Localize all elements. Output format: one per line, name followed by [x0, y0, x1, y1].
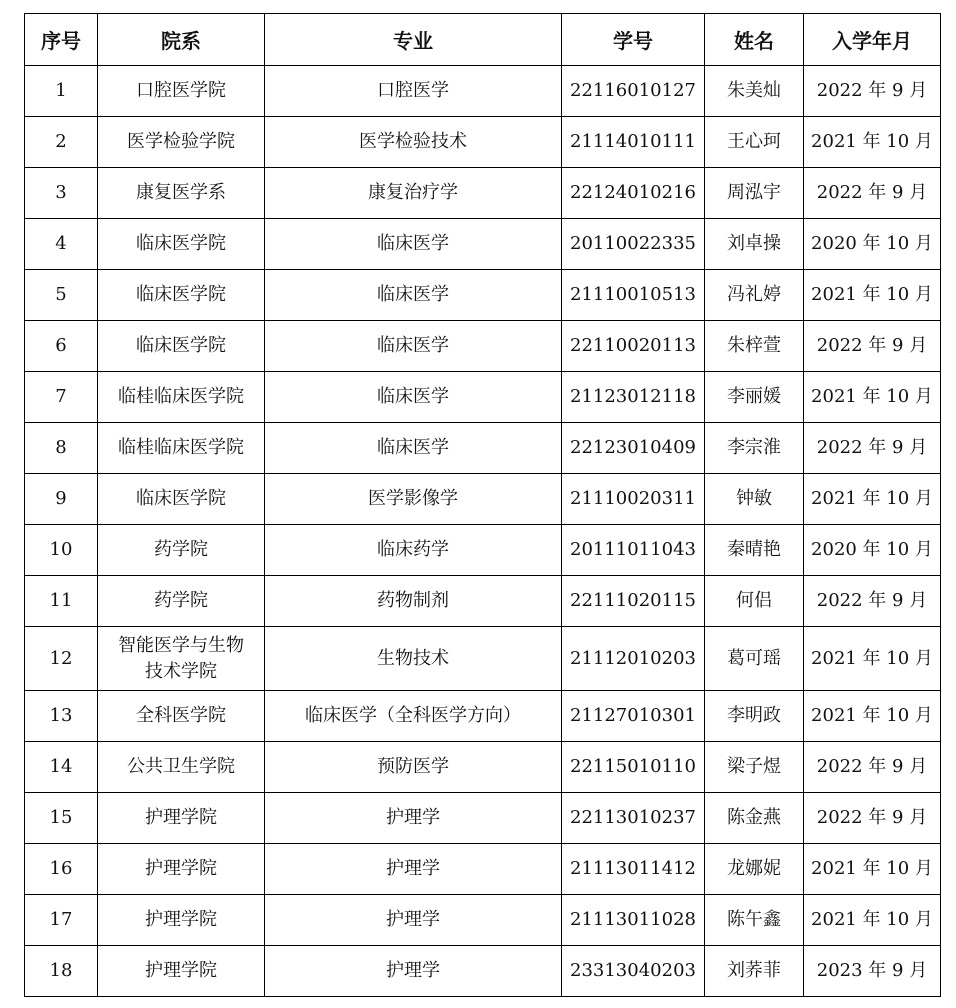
cell-enrollment-date: 2021 年 10 月	[804, 270, 941, 321]
cell-name: 朱美灿	[705, 66, 804, 117]
cell-index: 7	[25, 372, 98, 423]
cell-student-id: 20110022335	[562, 219, 705, 270]
table-row	[25, 844, 941, 895]
cell-name: 王心珂	[705, 117, 804, 168]
cell-student-id: 21113011412	[562, 844, 705, 895]
cell-index: 3	[25, 168, 98, 219]
cell-name: 李丽媛	[705, 372, 804, 423]
cell-index: 10	[25, 525, 98, 576]
cell-name: 陈金燕	[705, 793, 804, 844]
table-row	[25, 168, 941, 219]
cell-major: 临床医学	[265, 219, 562, 270]
cell-major: 口腔医学	[265, 66, 562, 117]
cell-index: 11	[25, 576, 98, 627]
cell-index: 17	[25, 895, 98, 946]
cell-major: 临床医学	[265, 270, 562, 321]
cell-enrollment-date: 2023 年 9 月	[804, 946, 941, 997]
table-row	[25, 66, 941, 117]
cell-department: 护理学院	[98, 844, 265, 895]
cell-enrollment-date: 2021 年 10 月	[804, 627, 941, 691]
table-row	[25, 576, 941, 627]
cell-name: 陈午鑫	[705, 895, 804, 946]
cell-name: 冯礼婷	[705, 270, 804, 321]
cell-major: 预防医学	[265, 742, 562, 793]
cell-index: 12	[25, 627, 98, 691]
department-line-1: 智能医学与生物	[118, 634, 244, 656]
cell-department: 康复医学系	[98, 168, 265, 219]
cell-major: 临床医学（全科医学方向）	[265, 691, 562, 742]
table-row	[25, 270, 941, 321]
header-enrollment-date: 入学年月	[804, 14, 941, 66]
cell-index: 4	[25, 219, 98, 270]
table-row	[25, 423, 941, 474]
cell-student-id: 21110020311	[562, 474, 705, 525]
header-major: 专业	[265, 14, 562, 66]
cell-enrollment-date: 2021 年 10 月	[804, 895, 941, 946]
cell-index: 2	[25, 117, 98, 168]
cell-student-id: 22124010216	[562, 168, 705, 219]
table-row	[25, 117, 941, 168]
cell-major: 护理学	[265, 844, 562, 895]
cell-index: 16	[25, 844, 98, 895]
cell-index: 18	[25, 946, 98, 997]
table-row	[25, 525, 941, 576]
header-student-id: 学号	[562, 14, 705, 66]
cell-name: 钟敏	[705, 474, 804, 525]
header-name: 姓名	[705, 14, 804, 66]
cell-enrollment-date: 2022 年 9 月	[804, 168, 941, 219]
cell-student-id: 23313040203	[562, 946, 705, 997]
cell-enrollment-date: 2021 年 10 月	[804, 844, 941, 895]
cell-department	[98, 627, 265, 691]
cell-department: 临床医学院	[98, 219, 265, 270]
cell-name: 梁子煜	[705, 742, 804, 793]
cell-department: 口腔医学院	[98, 66, 265, 117]
table-row	[25, 627, 941, 691]
table-row	[25, 946, 941, 997]
table-row	[25, 793, 941, 844]
cell-enrollment-date: 2020 年 10 月	[804, 525, 941, 576]
cell-major: 临床药学	[265, 525, 562, 576]
cell-department: 护理学院	[98, 946, 265, 997]
cell-name: 秦晴艳	[705, 525, 804, 576]
cell-major: 生物技术	[265, 627, 562, 691]
cell-major: 临床医学	[265, 321, 562, 372]
cell-enrollment-date: 2022 年 9 月	[804, 742, 941, 793]
cell-department: 临桂临床医学院	[98, 423, 265, 474]
cell-enrollment-date: 2022 年 9 月	[804, 321, 941, 372]
cell-student-id: 22115010110	[562, 742, 705, 793]
cell-department: 临床医学院	[98, 270, 265, 321]
cell-major: 临床医学	[265, 423, 562, 474]
cell-department: 全科医学院	[98, 691, 265, 742]
table-row	[25, 474, 941, 525]
cell-index: 15	[25, 793, 98, 844]
cell-index: 1	[25, 66, 98, 117]
department-line-2: 技术学院	[145, 660, 217, 682]
cell-major: 药物制剂	[265, 576, 562, 627]
cell-major: 护理学	[265, 895, 562, 946]
table-row	[25, 372, 941, 423]
cell-department: 药学院	[98, 525, 265, 576]
cell-student-id: 22123010409	[562, 423, 705, 474]
cell-enrollment-date: 2022 年 9 月	[804, 66, 941, 117]
cell-student-id: 22111020115	[562, 576, 705, 627]
cell-major: 护理学	[265, 946, 562, 997]
table-row	[25, 691, 941, 742]
cell-name: 何侣	[705, 576, 804, 627]
cell-enrollment-date: 2021 年 10 月	[804, 691, 941, 742]
cell-name: 朱梓萱	[705, 321, 804, 372]
header-department: 院系	[98, 14, 265, 66]
cell-student-id: 21127010301	[562, 691, 705, 742]
cell-student-id: 22113010237	[562, 793, 705, 844]
cell-index: 6	[25, 321, 98, 372]
cell-name: 刘荞菲	[705, 946, 804, 997]
cell-major: 医学检验技术	[265, 117, 562, 168]
table-row	[25, 742, 941, 793]
cell-department: 临桂临床医学院	[98, 372, 265, 423]
table-row	[25, 219, 941, 270]
cell-major: 医学影像学	[265, 474, 562, 525]
cell-name: 李宗淮	[705, 423, 804, 474]
cell-department: 护理学院	[98, 793, 265, 844]
cell-department: 临床医学院	[98, 321, 265, 372]
cell-enrollment-date: 2021 年 10 月	[804, 117, 941, 168]
cell-student-id: 21123012118	[562, 372, 705, 423]
cell-department: 医学检验学院	[98, 117, 265, 168]
cell-name: 龙娜妮	[705, 844, 804, 895]
cell-name: 李明政	[705, 691, 804, 742]
cell-enrollment-date: 2021 年 10 月	[804, 474, 941, 525]
cell-name: 周泓宇	[705, 168, 804, 219]
cell-major: 康复治疗学	[265, 168, 562, 219]
cell-student-id: 21113011028	[562, 895, 705, 946]
table-row	[25, 321, 941, 372]
header-index: 序号	[25, 14, 98, 66]
cell-index: 14	[25, 742, 98, 793]
cell-enrollment-date: 2022 年 9 月	[804, 423, 941, 474]
cell-student-id: 21114010111	[562, 117, 705, 168]
cell-index: 5	[25, 270, 98, 321]
student-roster-table	[24, 13, 941, 997]
cell-department: 公共卫生学院	[98, 742, 265, 793]
header-row	[25, 14, 941, 66]
cell-student-id: 22116010127	[562, 66, 705, 117]
cell-department: 药学院	[98, 576, 265, 627]
cell-student-id: 22110020113	[562, 321, 705, 372]
cell-student-id: 21110010513	[562, 270, 705, 321]
cell-index: 8	[25, 423, 98, 474]
cell-enrollment-date: 2021 年 10 月	[804, 372, 941, 423]
cell-name: 刘卓操	[705, 219, 804, 270]
cell-index: 9	[25, 474, 98, 525]
cell-index: 13	[25, 691, 98, 742]
cell-major: 护理学	[265, 793, 562, 844]
cell-student-id: 20111011043	[562, 525, 705, 576]
cell-enrollment-date: 2022 年 9 月	[804, 576, 941, 627]
cell-department: 护理学院	[98, 895, 265, 946]
cell-enrollment-date: 2022 年 9 月	[804, 793, 941, 844]
cell-name: 葛可瑶	[705, 627, 804, 691]
cell-enrollment-date: 2020 年 10 月	[804, 219, 941, 270]
cell-major: 临床医学	[265, 372, 562, 423]
table-row	[25, 895, 941, 946]
cell-student-id: 21112010203	[562, 627, 705, 691]
cell-department: 临床医学院	[98, 474, 265, 525]
